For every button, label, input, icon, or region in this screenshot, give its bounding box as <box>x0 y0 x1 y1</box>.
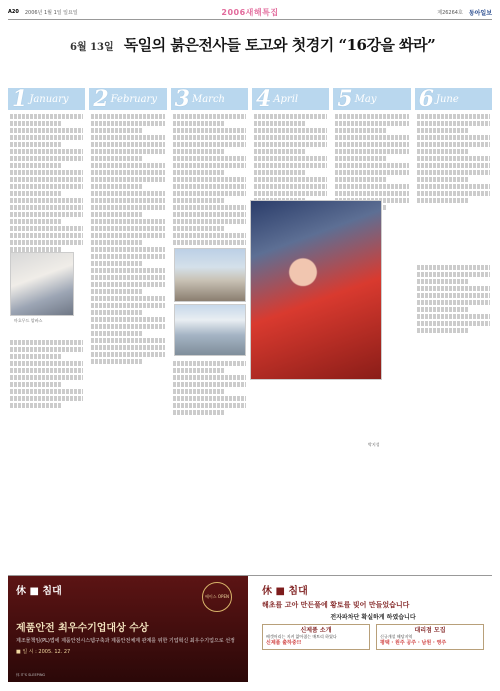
box-title: 대리점 모집 <box>414 627 446 634</box>
news-photo-soccer-player <box>250 200 382 380</box>
month-header <box>89 88 166 110</box>
headline-date: 6월 13일 <box>70 42 114 53</box>
month-header <box>333 88 410 110</box>
month-name: April <box>273 93 299 105</box>
dealer-recruit-box <box>376 624 484 650</box>
box-highlight: 평택 · 원주 공주 · 남원 · 영주 <box>380 640 447 646</box>
ad-tagline: 전자파차단 확실하게 하였습니다 <box>330 614 416 621</box>
month-header <box>252 88 329 110</box>
box-title: 신제품 소개 <box>300 627 332 634</box>
ad-award-panel <box>8 576 248 682</box>
ad-info-boxes <box>262 624 484 650</box>
ad-slogan: 해초를 고아 만든풀에 황토를 빚어 만들었습니다 <box>262 601 410 609</box>
month-name: February <box>110 93 157 105</box>
month-events <box>415 110 492 339</box>
box-highlight: 신제품 출하중!! <box>266 640 302 646</box>
award-title: 제품안전 최우수기업대상 수상 <box>16 623 149 634</box>
header-rule <box>8 19 492 20</box>
month-name: May <box>354 93 377 105</box>
photo-caption: 마흐무드 압바스 <box>14 318 43 323</box>
new-product-box <box>262 624 370 650</box>
award-date: ■ 일 시 : 2005. 12. 27 <box>16 649 71 655</box>
month-number: 1 <box>12 86 28 112</box>
month-column-february <box>89 88 166 558</box>
month-header <box>415 88 492 110</box>
page-number: A20 <box>8 8 19 15</box>
ad-product-panel <box>254 576 492 682</box>
news-photo-taekwondo <box>174 248 246 302</box>
news-photo-building <box>174 304 246 356</box>
headline-title: 독일의 붉은전사들 토고와 첫경기 “16강을 쏴라” <box>123 36 436 54</box>
month-name: March <box>191 93 225 105</box>
headline <box>70 34 435 55</box>
issue-number: 제26264호 <box>437 9 463 16</box>
box-text: 배갯머리는 지켜 얇아졌는 매트리 하였다 <box>266 634 337 639</box>
month-number: 2 <box>93 86 109 112</box>
month-name: January <box>29 93 69 105</box>
photo-caption: 박지성 <box>368 442 380 447</box>
award-description: 제조물책임(PL)법에 제품안전시스템구축과 제품안전체계 관계를 위한 기업혁신 최우수기업으로 선정 <box>16 638 235 644</box>
advertisement <box>8 575 492 681</box>
month-events <box>89 110 166 370</box>
page-header <box>8 6 492 18</box>
open-badge: 에이스 OPEN <box>202 582 232 612</box>
box-text: 신규개설 해당지역 <box>380 634 413 639</box>
month-header <box>8 88 85 110</box>
month-number: 3 <box>174 86 190 112</box>
news-photo-abbas <box>10 252 74 316</box>
newspaper-logo: 동아일보 <box>468 9 492 17</box>
month-column-june <box>415 88 492 558</box>
ad-footer: 休 IT'S SLEEPING <box>16 673 46 677</box>
ad-brand: 休 ■ 침대 <box>262 586 308 597</box>
publish-date: 2006년 1월 1일 일요일 <box>24 9 78 16</box>
section-title: 2006새해특집 <box>221 7 279 17</box>
month-events <box>252 110 329 209</box>
month-name: June <box>435 93 459 105</box>
month-number: 6 <box>418 86 434 112</box>
month-number: 5 <box>337 86 353 112</box>
month-header <box>171 88 248 110</box>
ad-brand: 休 ■ 침대 <box>16 586 62 597</box>
month-number: 4 <box>256 86 272 112</box>
